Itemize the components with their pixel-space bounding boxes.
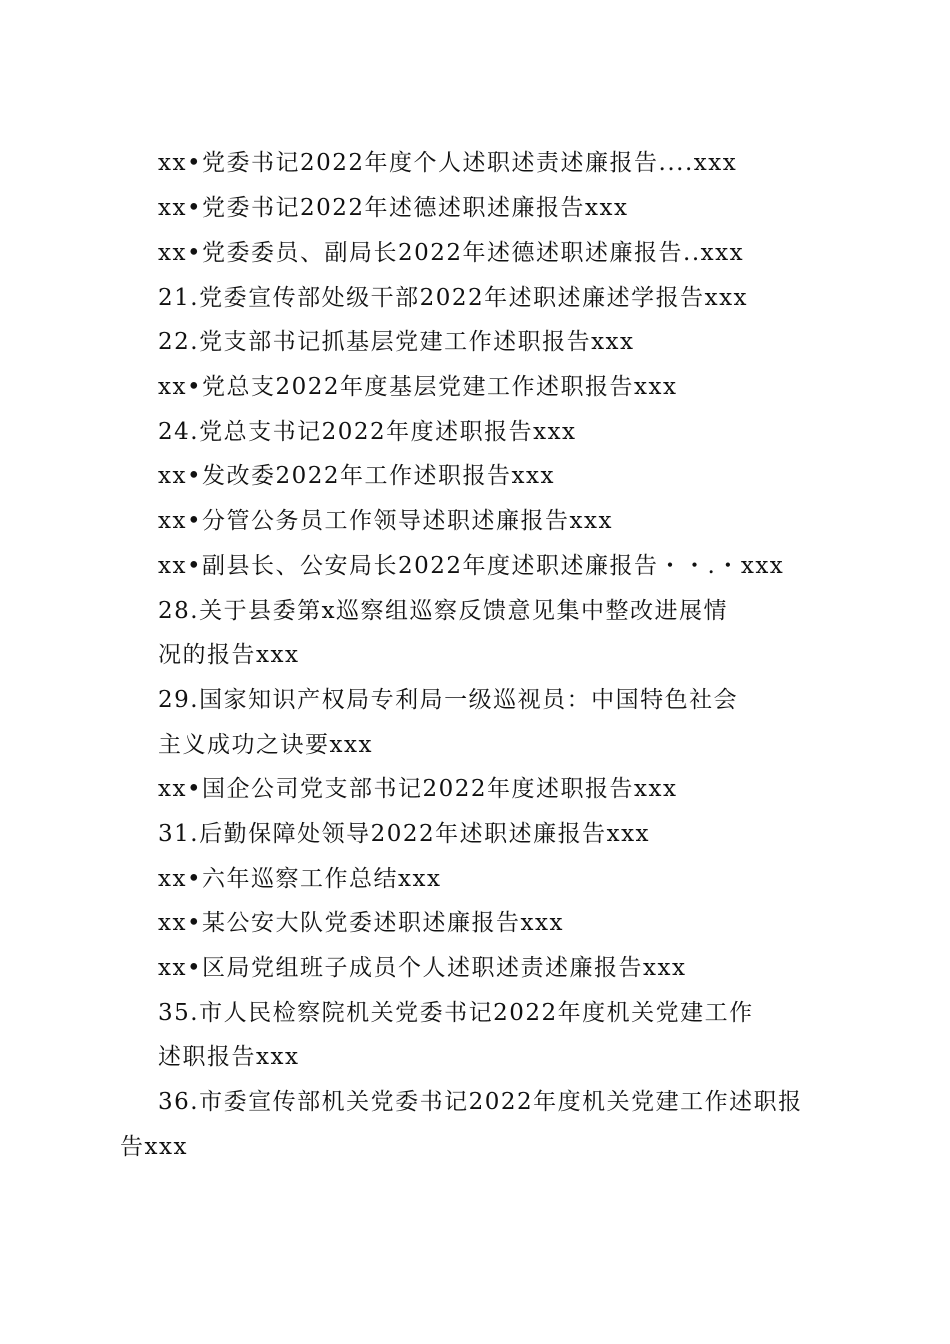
toc-entry: xx•党委委员、副局长2022年述德述职述廉报告..xxx xyxy=(158,240,745,266)
toc-entry: 29.国家知识产权局专利局一级巡视员：中国特色社会 xyxy=(158,687,739,713)
toc-entry-continuation: 况的报告xxx xyxy=(158,642,300,668)
toc-entry-continuation: 述职报告xxx xyxy=(158,1044,300,1070)
toc-entry: 36.市委宣传部机关党委书记2022年度机关党建工作述职报 xyxy=(158,1089,803,1115)
toc-entry: 24.党总支书记2022年度述职报告xxx xyxy=(158,419,577,445)
toc-entry: 21.党委宣传部处级干部2022年述职述廉述学报告xxx xyxy=(158,285,749,311)
toc-entry: xx•某公安大队党委述职述廉报告xxx xyxy=(158,910,564,936)
toc-entry: xx•发改委2022年工作述职报告xxx xyxy=(158,463,555,489)
toc-entry: xx•国企公司党支部书记2022年度述职报告xxx xyxy=(158,776,678,802)
toc-entry-continuation: 主义成功之诀要xxx xyxy=(158,732,373,758)
toc-entry: xx•党总支2022年度基层党建工作述职报告xxx xyxy=(158,374,678,400)
toc-entry: xx•党委书记2022年度个人述职述责述廉报告....xxx xyxy=(158,150,738,176)
toc-entry: xx•六年巡察工作总结xxx xyxy=(158,866,442,892)
toc-entry: 35.市人民检察院机关党委书记2022年度机关党建工作 xyxy=(158,1000,754,1026)
toc-entry: xx•分管公务员工作领导述职述廉报告xxx xyxy=(158,508,613,534)
toc-entry: xx•区局党组班子成员个人述职述责述廉报告xxx xyxy=(158,955,687,981)
toc-entry: xx•党委书记2022年述德述职述廉报告xxx xyxy=(158,195,629,221)
toc-entry: xx•副县长、公安局长2022年度述职述廉报告・・.・xxx xyxy=(158,553,785,579)
toc-entry: 28.关于县委第x巡察组巡察反馈意见集中整改进展情 xyxy=(158,598,729,624)
toc-entry-continuation: 告xxx xyxy=(120,1134,188,1160)
toc-entry: 31.后勤保障处领导2022年述职述廉报告xxx xyxy=(158,821,651,847)
toc-entry: 22.党支部书记抓基层党建工作述职报告xxx xyxy=(158,329,635,355)
